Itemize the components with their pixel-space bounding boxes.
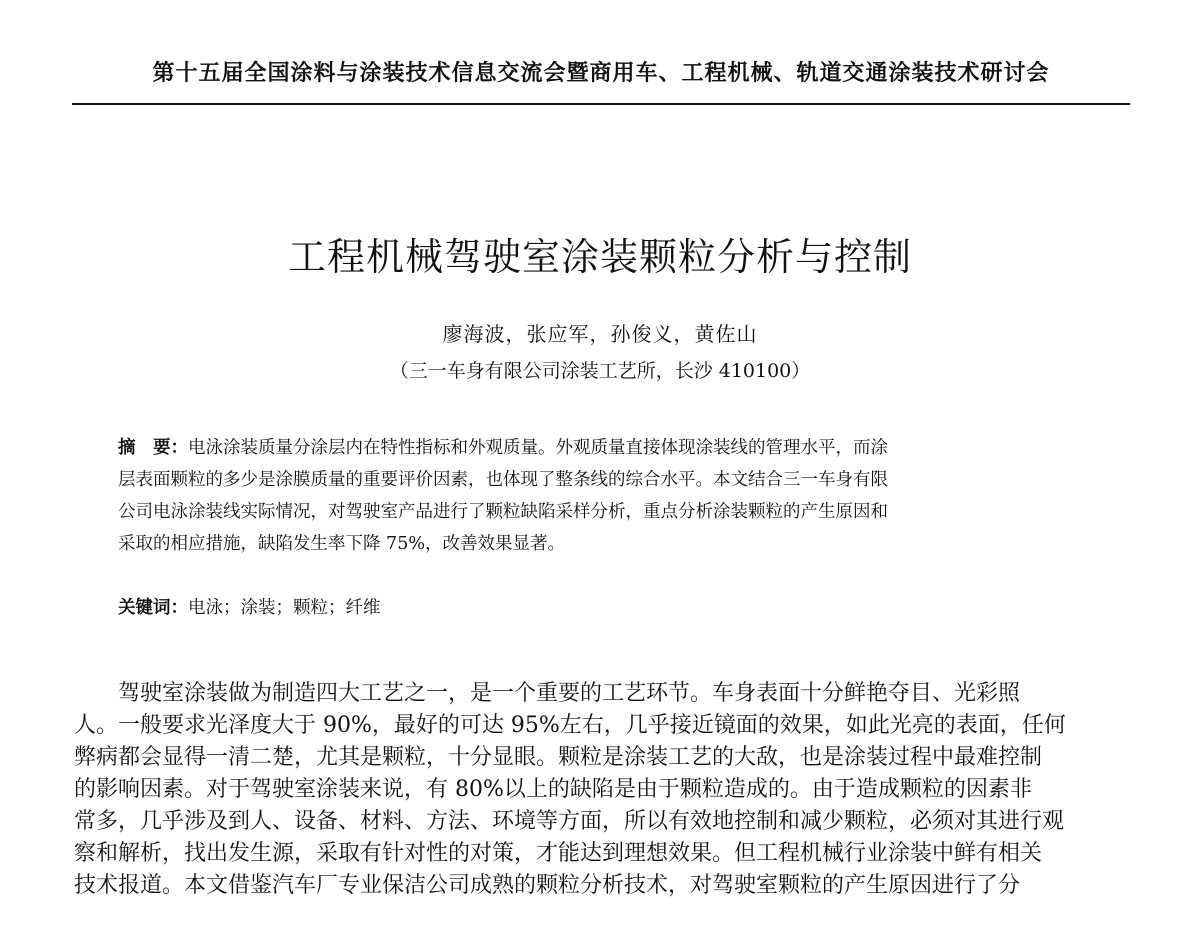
abstract-text: 电泳涂装质量分涂层内在特性指标和外观质量。外观质量直接体现涂装线的管理水平，而涂 (188, 438, 888, 458)
running-header: 第十五届全国涂料与涂装技术信息交流会暨商用车、工程机械、轨道交通涂装技术研讨会 (152, 60, 1050, 86)
article-title: 工程机械驾驶室涂装颗粒分析与控制 (287, 235, 912, 279)
body-line: 技术报道。本文借鉴汽车厂专业保洁公司成熟的颗粒分析技术，对驾驶室颗粒的产生原因进行了分 (74, 873, 1021, 898)
abstract-line: 采取的相应措施，缺陷发生率下降 75%，改善效果显著。 (118, 534, 565, 554)
keywords-text: 电泳；涂装；颗粒；纤维 (188, 598, 381, 618)
keywords (118, 594, 381, 619)
body-paragraph (74, 678, 1134, 902)
header-rule (72, 103, 1130, 105)
abstract-line: 层表面颗粒的多少是涂膜质量的重要评价因素，也体现了整条线的综合水平。本文结合三一车身有限 (118, 470, 888, 490)
abstract-label: 摘 要： (118, 438, 188, 458)
body-line: 常多，几乎涉及到人、设备、材料、方法、环境等方面，所以有效地控制和减少颗粒，必须对其进行观 (74, 809, 1065, 834)
affiliation: （三一车身有限公司涂装工艺所，长沙 410100） (389, 360, 811, 382)
body-line: 的影响因素。对于驾驶室涂装来说，有 80%以上的缺陷是由于颗粒造成的。由于造成颗粒的因素非 (74, 777, 1032, 802)
abstract-line: 公司电泳涂装线实际情况，对驾驶室产品进行了颗粒缺陷采样分析，重点分析涂装颗粒的产生原因和 (118, 502, 888, 522)
body-line: 察和解析，找出发生源，采取有针对性的对策，才能达到理想效果。但工程机械行业涂装中鲜有相关 (74, 841, 1043, 866)
abstract-line (118, 432, 1090, 464)
body-line: 人。一般要求光泽度大于 90%，最好的可达 95%左右，几乎接近镜面的效果，如此光亮的表面，任何 (74, 713, 1066, 738)
abstract (118, 432, 1090, 560)
body-line: 弊病都会显得一清二楚，尤其是颗粒，十分显眼。颗粒是涂装工艺的大敌，也是涂装过程中最难控制 (74, 745, 1043, 770)
keywords-label: 关键词： (118, 598, 188, 618)
author-list: 廖海波，张应军，孙俊义，黄佐山 (442, 322, 758, 346)
body-line: 驾驶室涂装做为制造四大工艺之一，是一个重要的工艺环节。车身表面十分鲜艳夺目、光彩照 (118, 681, 1021, 706)
